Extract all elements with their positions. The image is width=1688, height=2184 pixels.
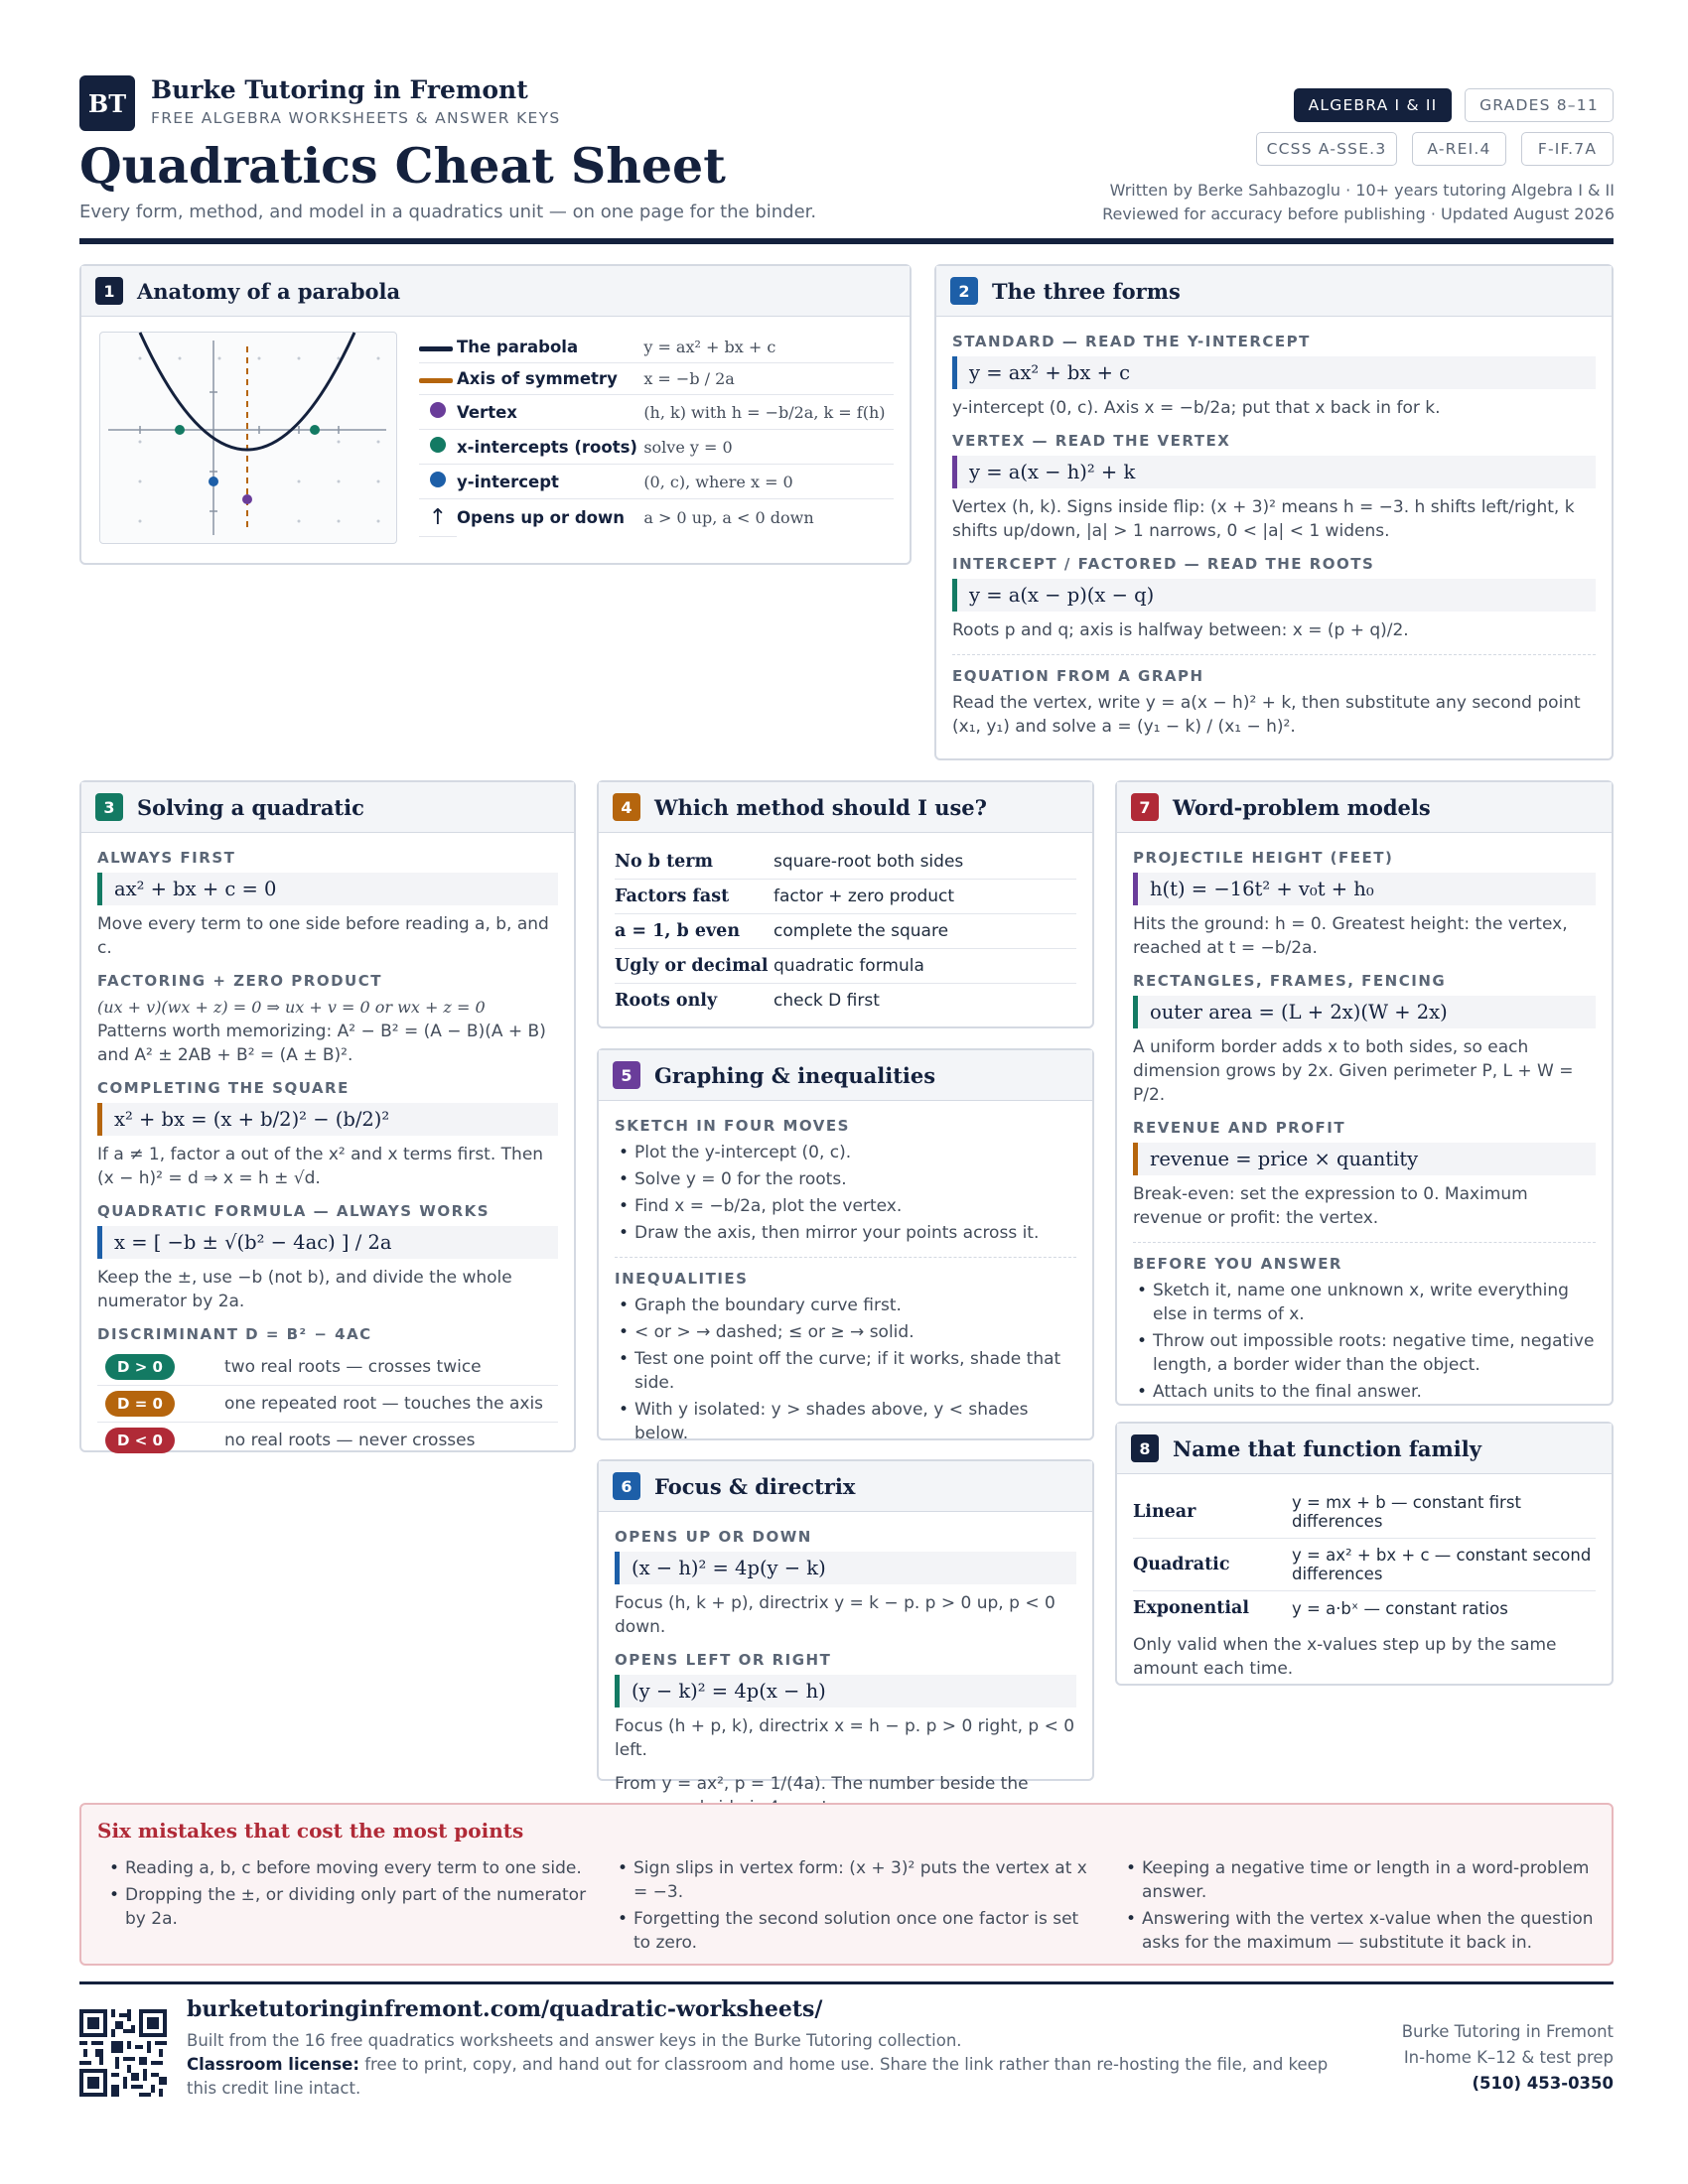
mistakes-box	[79, 1803, 1614, 1966]
method-row	[615, 880, 1076, 914]
family-name: Linear	[1133, 1486, 1292, 1539]
rectangles-formula: outer area = (L + 2x)(W + 2x)	[1133, 996, 1596, 1028]
mistakes-title: Six mistakes that cost the most points	[97, 1819, 524, 1843]
tag-ccss-sse: CCSS A-SSE.3	[1256, 132, 1397, 166]
family-rule: y = mx + b — constant first differences	[1292, 1486, 1596, 1539]
method-choice: complete the square	[774, 914, 1076, 949]
legend-key: x-intercepts (roots)	[457, 430, 643, 465]
legend-value: (h, k) with h = −b/2a, k = f(h)	[643, 395, 894, 430]
list-item: • Graph the boundary curve first.	[615, 1294, 1076, 1317]
completing-square-text: If a ≠ 1, factor a out of the x² and x terms first. Then (x − h)² = d ⇒ x = h ± √d.	[97, 1145, 544, 1188]
rectangles-text: A uniform border adds x to both sides, so each dimension grows by 2x. Given perimeter P, L + W = P/2.	[1133, 1037, 1574, 1105]
before-answer-list	[1133, 1279, 1596, 1404]
card-focus-directrix	[597, 1459, 1094, 1794]
quadratic-formula: x = [ −b ± √(b² − 4ac) ] / 2a	[97, 1226, 558, 1259]
family-rule: y = ax² + bx + c — constant second differences	[1292, 1539, 1596, 1591]
orange-line-icon	[419, 376, 453, 384]
byline-review: Reviewed for accuracy before publishing · Updated August 2026	[1102, 205, 1615, 223]
legend-value: y = ax² + bx + c	[643, 332, 894, 363]
card-function-family	[1115, 1422, 1614, 1686]
navy-line-icon	[419, 344, 453, 352]
vertex-point	[242, 494, 252, 504]
legend-key: Opens up or down	[457, 508, 625, 528]
section-number: 4	[613, 793, 640, 821]
footer-license	[187, 2053, 1338, 2101]
method-case: a = 1, b even	[615, 914, 774, 949]
method-choice: square-root both sides	[774, 845, 1076, 880]
brand-name: Burke Tutoring in Fremont	[151, 75, 528, 104]
focus-note: From y = ax², p = 1/(4a). The number beside the	[615, 1774, 1029, 1794]
list-item: • Sign slips in vertex form: (x + 3)² puts the vertex at x = −3.	[614, 1856, 1090, 1904]
list-item: • Sketch it, name one unknown x, write everything else in terms of x.	[1133, 1279, 1596, 1326]
section-title: The three forms	[992, 278, 1181, 304]
mistakes-col-2	[614, 1856, 1090, 1958]
parabola-graph	[99, 332, 397, 544]
card-which-method	[597, 780, 1094, 1028]
divider	[1133, 1242, 1596, 1243]
revenue-label: REVENUE AND PROFIT	[1133, 1119, 1346, 1137]
standard-form-text: y-intercept (0, c). Axis x = −b/2a; put that x back in for k.	[952, 398, 1441, 418]
discriminant-text: two real roots — crosses twice	[224, 1349, 558, 1386]
list-item: • Solve y = 0 for the roots.	[615, 1167, 1076, 1191]
section-title: Word-problem models	[1173, 794, 1431, 820]
up-arrow-icon: ↑	[419, 499, 457, 537]
legend-row	[419, 363, 894, 395]
method-case: Factors fast	[615, 880, 774, 914]
section-title: Focus & directrix	[654, 1473, 856, 1499]
legend-value: a > 0 up, a < 0 down	[643, 508, 814, 528]
license-label: Classroom license:	[187, 2055, 359, 2074]
family-rule: y = a·bˣ — constant ratios	[1292, 1598, 1508, 1618]
footer-text	[187, 2029, 1338, 2101]
list-item: • Throw out impossible roots: negative time, negative length, a border wider than the object.	[1133, 1329, 1596, 1377]
legend-key: The parabola	[457, 332, 643, 363]
family-table	[1133, 1486, 1596, 1625]
family-note: Only valid when the x-values step up by the same amount each time.	[1133, 1635, 1557, 1679]
legend-key: y-intercept	[457, 465, 643, 499]
method-case: No b term	[615, 845, 774, 880]
opens-left-right-label: OPENS LEFT OR RIGHT	[615, 1651, 832, 1669]
section-number: 7	[1131, 793, 1159, 821]
inequalities-label: INEQUALITIES	[615, 1270, 749, 1288]
method-case: Roots only	[615, 991, 718, 1011]
brand-subtitle: FREE ALGEBRA WORKSHEETS & ANSWER KEYS	[151, 109, 561, 127]
mistakes-col-1	[105, 1856, 588, 1934]
header-rule	[79, 238, 1614, 244]
family-name: Quadratic	[1133, 1539, 1292, 1591]
factored-form-label: INTERCEPT / FACTORED — READ THE ROOTS	[952, 555, 1375, 573]
section-number: 5	[613, 1061, 640, 1089]
purple-dot-icon	[429, 401, 447, 419]
list-item: • Test one point off the curve; if it works, shade that side.	[615, 1347, 1076, 1395]
card-three-forms	[934, 264, 1614, 760]
section-title: Anatomy of a parabola	[137, 278, 401, 304]
qr-code-icon	[79, 2009, 167, 2097]
method-choice: factor + zero product	[774, 880, 1076, 914]
factored-form-text: Roots p and q; axis is halfway between: x = (p + q)/2.	[952, 620, 1409, 640]
sketch-list	[615, 1141, 1076, 1245]
divider	[615, 1257, 1076, 1258]
section-title: Solving a quadratic	[137, 794, 364, 820]
card-solving	[79, 780, 576, 1452]
footer-service: In-home K–12 & test prep	[1403, 2048, 1614, 2067]
legend-value: (0, c), where x = 0	[643, 465, 894, 499]
mistakes-col-3	[1122, 1856, 1599, 1958]
y-intercept-point	[209, 477, 218, 486]
discriminant-text: no real roots — never crosses	[224, 1431, 476, 1450]
method-choice: check D first	[774, 991, 880, 1011]
discriminant-row	[97, 1349, 558, 1386]
quadratic-formula-text: Keep the ±, use −b (not b), and divide the whole numerator by 2a.	[97, 1268, 512, 1311]
legend-row	[419, 465, 894, 499]
root-point	[310, 425, 320, 435]
list-item: • < or > → dashed; ≤ or ≥ → solid.	[615, 1320, 1076, 1344]
card-anatomy	[79, 264, 912, 565]
discriminant-row	[97, 1423, 558, 1459]
standard-form-label: STANDARD — READ THE Y-INTERCEPT	[952, 333, 1311, 350]
byline-author: Written by Berke Sahbazoglu · 10+ years tutoring Algebra I & II	[1109, 181, 1615, 200]
projectile-label: PROJECTILE HEIGHT (FEET)	[1133, 849, 1394, 867]
method-table	[615, 845, 1076, 1018]
opens-up-down-formula: (x − h)² = 4p(y − k)	[615, 1552, 1076, 1584]
section-number: 3	[95, 793, 123, 821]
opens-up-down-label: OPENS UP OR DOWN	[615, 1528, 812, 1546]
section-title: Which method should I use?	[654, 794, 987, 820]
factoring-patterns: Patterns worth memorizing: A² − B² = (A − B)(A + B) and A² ± 2AB + B² = (A ± B)².	[97, 1022, 546, 1065]
rectangles-label: RECTANGLES, FRAMES, FENCING	[1133, 972, 1447, 990]
tag-rei: A-REI.4	[1412, 132, 1506, 166]
section-number: 2	[950, 277, 978, 305]
method-row	[615, 845, 1076, 880]
equation-from-graph-text: Read the vertex, write y = a(x − h)² + k, then substitute any second point (x₁, y₁) and solve a = (y₁ − k) / (x₁ − h)².	[952, 693, 1581, 737]
footer-contact	[1402, 2019, 1614, 2097]
method-choice: quadratic formula	[774, 949, 1076, 984]
opens-up-down-text: Focus (h, k + p), directrix y = k − p. p > 0 up, p < 0 down.	[615, 1593, 1055, 1637]
footer-url-link[interactable]: burketutoringinfremont.com/quadratic-worksheets/	[187, 1996, 823, 2022]
always-first-label: ALWAYS FIRST	[97, 849, 236, 867]
list-item: • Plot the y-intercept (0, c).	[615, 1141, 1076, 1164]
legend-row	[419, 430, 894, 465]
always-first-text: Move every term to one side before reading a, b, and c.	[97, 914, 549, 958]
inequalities-list	[615, 1294, 1076, 1445]
always-first-formula: ax² + bx + c = 0	[97, 873, 558, 905]
standard-form-formula: y = ax² + bx + c	[952, 356, 1596, 389]
method-row	[615, 984, 1076, 1019]
tag-grades: GRADES 8–11	[1465, 88, 1614, 122]
family-name: Exponential	[1133, 1598, 1249, 1618]
projectile-formula: h(t) = −16t² + v₀t + h₀	[1133, 873, 1596, 905]
equation-from-graph-label: EQUATION FROM A GRAPH	[952, 667, 1204, 685]
legend-row	[419, 395, 894, 430]
discriminant-badge: D = 0	[105, 1391, 175, 1417]
page-subtitle: Every form, method, and model in a quadratics unit — on one page for the binder.	[79, 202, 817, 222]
section-number: 1	[95, 277, 123, 305]
root-point	[175, 425, 185, 435]
method-case: Ugly or decimal	[615, 949, 774, 984]
footer-line-1: Built from the 16 free quadratics worksheets and answer keys in the Burke Tutoring collection.	[187, 2031, 962, 2050]
discriminant-table	[97, 1349, 558, 1458]
completing-square-formula: x² + bx = (x + b/2)² − (b/2)²	[97, 1103, 558, 1136]
discriminant-label: DISCRIMINANT D = B² − 4AC	[97, 1325, 372, 1343]
list-item: • With y isolated: y > shades above, y < shades below.	[615, 1398, 1076, 1445]
logo: BT	[79, 75, 135, 131]
family-row	[1133, 1486, 1596, 1539]
discriminant-row	[97, 1386, 558, 1423]
discriminant-text: one repeated root — touches the axis	[224, 1386, 558, 1423]
projectile-text: Hits the ground: h = 0. Greatest height: the vertex, reached at t = −b/2a.	[1133, 914, 1568, 958]
legend-key: Vertex	[457, 395, 643, 430]
byline	[1102, 179, 1615, 226]
footer-phone: (510) 453-0350	[1472, 2074, 1614, 2093]
green-dot-icon	[429, 436, 447, 454]
list-item: • Reading a, b, c before moving every term to one side.	[105, 1856, 588, 1880]
section-title: Name that function family	[1173, 1435, 1481, 1461]
blue-dot-icon	[429, 471, 447, 488]
license-text: free to print, copy, and hand out for classroom and home use. Share the link rather than re-hosting the file, and keep this credit line intact.	[187, 2055, 1329, 2098]
sketch-label: SKETCH IN FOUR MOVES	[615, 1117, 850, 1135]
family-row	[1133, 1539, 1596, 1591]
section-number: 8	[1131, 1434, 1159, 1462]
list-item: • Forgetting the second solution once one factor is set to zero.	[614, 1907, 1090, 1955]
factoring-label: FACTORING + ZERO PRODUCT	[97, 972, 382, 990]
factoring-rule: (ux + v)(wx + z) = 0 ⇒ ux + v = 0 or wx + z = 0	[97, 998, 486, 1017]
discriminant-badge: D < 0	[105, 1428, 175, 1453]
revenue-text: Break-even: set the expression to 0. Maximum revenue or profit: the vertex.	[1133, 1184, 1528, 1228]
list-item: • Dropping the ±, or dividing only part of the numerator by 2a.	[105, 1883, 588, 1931]
tag-fif: F-IF.7A	[1521, 132, 1614, 166]
parabola-legend	[419, 332, 894, 537]
legend-value: solve y = 0	[643, 430, 894, 465]
method-row	[615, 914, 1076, 949]
page-title: Quadratics Cheat Sheet	[79, 137, 726, 195]
footer-business: Burke Tutoring in Fremont	[1401, 2022, 1614, 2041]
list-item: • Keeping a negative time or length in a word-problem answer.	[1122, 1856, 1599, 1904]
vertex-form-label: VERTEX — READ THE VERTEX	[952, 432, 1231, 450]
opens-left-right-formula: (y − k)² = 4p(x − h)	[615, 1675, 1076, 1707]
vertex-form-text: Vertex (h, k). Signs inside flip: (x + 3)² means h = −3. h shifts left/right, k shifts up/down, |a| > 1 narrows, 0 < |a| < 1 widens.	[952, 497, 1575, 541]
legend-row	[419, 332, 894, 363]
revenue-formula: revenue = price × quantity	[1133, 1143, 1596, 1175]
legend-value: x = −b / 2a	[643, 363, 894, 395]
legend-key: Axis of symmetry	[457, 363, 643, 395]
divider	[952, 654, 1596, 655]
list-item: • Answering with the vertex x-value when the question asks for the maximum — substitute it back in.	[1122, 1907, 1599, 1955]
footer-rule	[79, 1981, 1614, 1984]
card-graphing	[597, 1048, 1094, 1443]
opens-left-right-text: Focus (h + p, k), directrix x = h − p. p > 0 right, p < 0 left.	[615, 1716, 1075, 1760]
before-answer-label: BEFORE YOU ANSWER	[1133, 1255, 1342, 1273]
card-word-problems	[1115, 780, 1614, 1406]
factored-form-formula: y = a(x − p)(x − q)	[952, 579, 1596, 612]
completing-square-label: COMPLETING THE SQUARE	[97, 1079, 350, 1097]
section-title: Graphing & inequalities	[654, 1062, 936, 1088]
vertex-form-formula: y = a(x − h)² + k	[952, 456, 1596, 488]
list-item: • Attach units to the final answer.	[1133, 1380, 1596, 1404]
list-item: • Draw the axis, then mirror your points across it.	[615, 1221, 1076, 1245]
section-number: 6	[613, 1472, 640, 1500]
family-row	[1133, 1591, 1596, 1626]
list-item: • Find x = −b/2a, plot the vertex.	[615, 1194, 1076, 1218]
method-row	[615, 949, 1076, 984]
quadratic-formula-label: QUADRATIC FORMULA — ALWAYS WORKS	[97, 1202, 491, 1220]
tag-algebra: ALGEBRA I & II	[1294, 88, 1452, 122]
legend-row	[419, 499, 894, 537]
discriminant-badge: D > 0	[105, 1354, 175, 1380]
